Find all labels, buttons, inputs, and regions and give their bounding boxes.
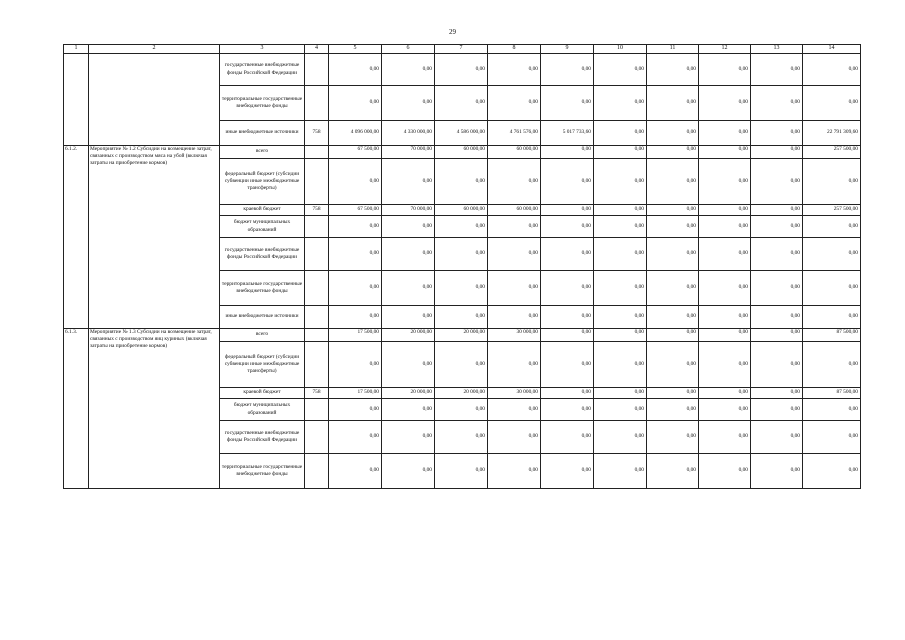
- budget-code: [305, 146, 329, 159]
- header-cell: 5: [329, 45, 382, 54]
- amount-cell: 0,00: [541, 271, 594, 306]
- amount-cell: 0,00: [382, 342, 435, 388]
- amount-cell: 0,00: [541, 146, 594, 159]
- amount-cell: 0,00: [541, 388, 594, 399]
- header-cell: 6: [382, 45, 435, 54]
- amount-cell: 87 500,00: [803, 329, 861, 342]
- amount-cell: 0,00: [699, 388, 751, 399]
- amount-cell: 0,00: [699, 238, 751, 271]
- amount-cell: 0,00: [488, 54, 541, 86]
- amount-cell: 0,00: [647, 342, 699, 388]
- amount-cell: 0,00: [647, 271, 699, 306]
- amount-cell: 0,00: [594, 146, 647, 159]
- event-title-cell: [89, 54, 220, 146]
- amount-cell: 0,00: [594, 238, 647, 271]
- budget-code: 758: [305, 205, 329, 216]
- amount-cell: 0,00: [647, 306, 699, 329]
- funding-source: бюджет муниципальных образований: [220, 216, 305, 238]
- amount-cell: 60 000,00: [488, 146, 541, 159]
- amount-cell: 0,00: [751, 329, 803, 342]
- budget-code: [305, 329, 329, 342]
- amount-cell: 0,00: [488, 454, 541, 489]
- amount-cell: 0,00: [488, 238, 541, 271]
- amount-cell: 0,00: [751, 121, 803, 146]
- amount-cell: 70 000,00: [382, 205, 435, 216]
- amount-cell: 0,00: [751, 238, 803, 271]
- amount-cell: 0,00: [329, 238, 382, 271]
- amount-cell: 4 330 000,00: [382, 121, 435, 146]
- amount-cell: 0,00: [751, 54, 803, 86]
- event-title: Мероприятие № 1.3 Субсидии на возмещение затрат, связанных с производством яиц куриных (включая затраты на приобретение кормов): [89, 329, 220, 489]
- amount-cell: 22 791 309,60: [803, 121, 861, 146]
- amount-cell: 20 000,00: [382, 329, 435, 342]
- header-cell: 4: [305, 45, 329, 54]
- amount-cell: 0,00: [382, 159, 435, 205]
- amount-cell: 0,00: [329, 86, 382, 121]
- amount-cell: 0,00: [488, 421, 541, 454]
- funding-source: федеральный бюджет (субсидии субвенции иные межбюджетные трансферты): [220, 342, 305, 388]
- amount-cell: 0,00: [594, 86, 647, 121]
- header-cell: 13: [751, 45, 803, 54]
- amount-cell: 0,00: [699, 121, 751, 146]
- amount-cell: 0,00: [435, 421, 488, 454]
- amount-cell: 0,00: [541, 238, 594, 271]
- amount-cell: 0,00: [541, 205, 594, 216]
- amount-cell: 0,00: [435, 454, 488, 489]
- amount-cell: 0,00: [594, 399, 647, 421]
- amount-cell: 0,00: [488, 399, 541, 421]
- amount-cell: 30 000,00: [488, 388, 541, 399]
- funding-source: федеральный бюджет (субсидии субвенции иные межбюджетные трансферты): [220, 159, 305, 205]
- amount-cell: 0,00: [329, 159, 382, 205]
- amount-cell: 0,00: [488, 342, 541, 388]
- amount-cell: 4 761 576,00: [488, 121, 541, 146]
- header-cell: 12: [699, 45, 751, 54]
- funding-source: иные внебюджетные источники: [220, 121, 305, 146]
- amount-cell: 0,00: [751, 86, 803, 121]
- amount-cell: 0,00: [594, 342, 647, 388]
- funding-source: государственные внебюджетные фонды Российской Федерации: [220, 238, 305, 271]
- amount-cell: 257 500,00: [803, 146, 861, 159]
- amount-cell: 0,00: [803, 306, 861, 329]
- amount-cell: 60 000,00: [435, 146, 488, 159]
- amount-cell: 0,00: [594, 216, 647, 238]
- amount-cell: 0,00: [751, 146, 803, 159]
- amount-cell: 60 000,00: [488, 205, 541, 216]
- amount-cell: 0,00: [329, 54, 382, 86]
- amount-cell: 0,00: [541, 399, 594, 421]
- amount-cell: 0,00: [647, 454, 699, 489]
- amount-cell: 0,00: [382, 271, 435, 306]
- amount-cell: 0,00: [699, 86, 751, 121]
- amount-cell: 0,00: [751, 421, 803, 454]
- amount-cell: 257 500,00: [803, 205, 861, 216]
- amount-cell: 0,00: [594, 306, 647, 329]
- funding-source: иные внебюджетные источники: [220, 306, 305, 329]
- amount-cell: 0,00: [594, 454, 647, 489]
- amount-cell: 0,00: [699, 342, 751, 388]
- amount-cell: 0,00: [594, 121, 647, 146]
- header-cell: 10: [594, 45, 647, 54]
- amount-cell: 0,00: [329, 454, 382, 489]
- budget-code: [305, 342, 329, 388]
- amount-cell: 0,00: [382, 399, 435, 421]
- header-cell: 2: [89, 45, 220, 54]
- amount-cell: 60 000,00: [435, 205, 488, 216]
- amount-cell: 0,00: [647, 399, 699, 421]
- amount-cell: 0,00: [699, 454, 751, 489]
- event-number: 6.1.3.: [64, 329, 89, 489]
- budget-code: [305, 86, 329, 121]
- amount-cell: 67 500,00: [329, 146, 382, 159]
- amount-cell: 5 017 733,60: [541, 121, 594, 146]
- amount-cell: 0,00: [594, 388, 647, 399]
- amount-cell: 0,00: [435, 399, 488, 421]
- amount-cell: 0,00: [541, 329, 594, 342]
- amount-cell: 0,00: [647, 329, 699, 342]
- amount-cell: 0,00: [488, 271, 541, 306]
- budget-code: [305, 421, 329, 454]
- header-cell: 9: [541, 45, 594, 54]
- amount-cell: 0,00: [382, 421, 435, 454]
- header-cell: 7: [435, 45, 488, 54]
- amount-cell: 0,00: [699, 329, 751, 342]
- amount-cell: 0,00: [594, 159, 647, 205]
- amount-cell: 0,00: [329, 271, 382, 306]
- amount-cell: 0,00: [329, 306, 382, 329]
- amount-cell: 0,00: [803, 271, 861, 306]
- amount-cell: 0,00: [382, 238, 435, 271]
- amount-cell: 0,00: [803, 399, 861, 421]
- funding-source: государственные внебюджетные фонды Российской Федерации: [220, 421, 305, 454]
- amount-cell: 0,00: [541, 454, 594, 489]
- budget-code: [305, 216, 329, 238]
- table-row: [64, 329, 861, 342]
- funding-source: территориальные государственные внебюджетные фонды: [220, 454, 305, 489]
- page-number: 29: [449, 28, 456, 36]
- amount-cell: 0,00: [488, 86, 541, 121]
- funding-source: территориальные государственные внебюджетные фонды: [220, 86, 305, 121]
- amount-cell: 67 500,00: [329, 205, 382, 216]
- amount-cell: 87 500,00: [803, 388, 861, 399]
- amount-cell: 0,00: [329, 216, 382, 238]
- amount-cell: 0,00: [803, 54, 861, 86]
- amount-cell: 70 000,00: [382, 146, 435, 159]
- funding-source: всего: [220, 329, 305, 342]
- header-cell: 11: [647, 45, 699, 54]
- amount-cell: 0,00: [803, 421, 861, 454]
- amount-cell: 0,00: [647, 86, 699, 121]
- amount-cell: 0,00: [541, 54, 594, 86]
- amount-cell: 0,00: [647, 205, 699, 216]
- amount-cell: 0,00: [699, 271, 751, 306]
- amount-cell: 0,00: [435, 238, 488, 271]
- amount-cell: 20 000,00: [435, 388, 488, 399]
- budget-code: [305, 454, 329, 489]
- amount-cell: 0,00: [647, 216, 699, 238]
- amount-cell: 0,00: [488, 159, 541, 205]
- amount-cell: 0,00: [699, 306, 751, 329]
- amount-cell: 0,00: [594, 205, 647, 216]
- amount-cell: 0,00: [647, 159, 699, 205]
- amount-cell: 4 096 000,00: [329, 121, 382, 146]
- amount-cell: 0,00: [435, 216, 488, 238]
- amount-cell: 0,00: [541, 342, 594, 388]
- amount-cell: 0,00: [803, 342, 861, 388]
- amount-cell: 0,00: [647, 238, 699, 271]
- header-row: [64, 45, 861, 54]
- amount-cell: 0,00: [382, 86, 435, 121]
- budget-code: [305, 271, 329, 306]
- amount-cell: 0,00: [751, 306, 803, 329]
- amount-cell: 0,00: [751, 388, 803, 399]
- amount-cell: 0,00: [751, 205, 803, 216]
- amount-cell: 0,00: [803, 216, 861, 238]
- amount-cell: 0,00: [435, 54, 488, 86]
- amount-cell: 0,00: [699, 54, 751, 86]
- amount-cell: 0,00: [751, 399, 803, 421]
- amount-cell: 0,00: [647, 54, 699, 86]
- event-number-cell: [64, 54, 89, 146]
- budget-code: [305, 399, 329, 421]
- funding-source: территориальные государственные внебюджетные фонды: [220, 271, 305, 306]
- header-cell: 8: [488, 45, 541, 54]
- amount-cell: 0,00: [803, 86, 861, 121]
- amount-cell: 20 000,00: [435, 329, 488, 342]
- funding-source: бюджет муниципальных образований: [220, 399, 305, 421]
- amount-cell: 0,00: [329, 342, 382, 388]
- funding-source: краевой бюджет: [220, 205, 305, 216]
- amount-cell: 0,00: [435, 86, 488, 121]
- amount-cell: 0,00: [647, 421, 699, 454]
- amount-cell: 0,00: [803, 238, 861, 271]
- amount-cell: 0,00: [488, 216, 541, 238]
- amount-cell: 0,00: [751, 342, 803, 388]
- budget-code: 758: [305, 388, 329, 399]
- amount-cell: 0,00: [382, 306, 435, 329]
- amount-cell: 30 000,00: [488, 329, 541, 342]
- amount-cell: 0,00: [541, 421, 594, 454]
- amount-cell: 20 000,00: [382, 388, 435, 399]
- amount-cell: 0,00: [647, 121, 699, 146]
- amount-cell: 17 500,00: [329, 388, 382, 399]
- table-body: [64, 45, 861, 489]
- amount-cell: 0,00: [751, 454, 803, 489]
- amount-cell: 0,00: [803, 454, 861, 489]
- header-cell: 1: [64, 45, 89, 54]
- header-cell: 14: [803, 45, 861, 54]
- amount-cell: 0,00: [594, 54, 647, 86]
- amount-cell: 0,00: [435, 342, 488, 388]
- amount-cell: 0,00: [435, 306, 488, 329]
- amount-cell: 0,00: [751, 159, 803, 205]
- table-row: [64, 54, 861, 86]
- amount-cell: 0,00: [699, 159, 751, 205]
- amount-cell: 0,00: [329, 399, 382, 421]
- amount-cell: 0,00: [594, 421, 647, 454]
- amount-cell: 0,00: [699, 216, 751, 238]
- amount-cell: 17 500,00: [329, 329, 382, 342]
- amount-cell: 0,00: [488, 306, 541, 329]
- amount-cell: 0,00: [647, 388, 699, 399]
- budget-table: [63, 44, 861, 489]
- budget-code: [305, 238, 329, 271]
- amount-cell: 0,00: [594, 271, 647, 306]
- amount-cell: 0,00: [435, 159, 488, 205]
- amount-cell: 0,00: [382, 454, 435, 489]
- amount-cell: 0,00: [329, 421, 382, 454]
- budget-code: [305, 306, 329, 329]
- amount-cell: 0,00: [699, 421, 751, 454]
- budget-code: 758: [305, 121, 329, 146]
- amount-cell: 0,00: [382, 54, 435, 86]
- amount-cell: 0,00: [699, 146, 751, 159]
- table-row: [64, 146, 861, 159]
- amount-cell: 0,00: [751, 271, 803, 306]
- header-cell: 3: [220, 45, 305, 54]
- amount-cell: 0,00: [699, 399, 751, 421]
- budget-code: [305, 159, 329, 205]
- amount-cell: 0,00: [594, 329, 647, 342]
- amount-cell: 0,00: [751, 216, 803, 238]
- amount-cell: 0,00: [382, 216, 435, 238]
- amount-cell: 0,00: [803, 159, 861, 205]
- event-number: 6.1.2.: [64, 146, 89, 329]
- amount-cell: 0,00: [699, 205, 751, 216]
- amount-cell: 0,00: [435, 271, 488, 306]
- amount-cell: 0,00: [647, 146, 699, 159]
- funding-source: государственные внебюджетные фонды Российской Федерации: [220, 54, 305, 86]
- amount-cell: 0,00: [541, 216, 594, 238]
- amount-cell: 0,00: [541, 86, 594, 121]
- amount-cell: 0,00: [541, 306, 594, 329]
- funding-source: всего: [220, 146, 305, 159]
- amount-cell: 4 586 000,00: [435, 121, 488, 146]
- event-title: Мероприятие № 1.2 Субсидии на возмещение затрат, связанных с производством мяса на убой (включая затраты на приобретение кормов): [89, 146, 220, 329]
- funding-source: краевой бюджет: [220, 388, 305, 399]
- budget-code: [305, 54, 329, 86]
- amount-cell: 0,00: [541, 159, 594, 205]
